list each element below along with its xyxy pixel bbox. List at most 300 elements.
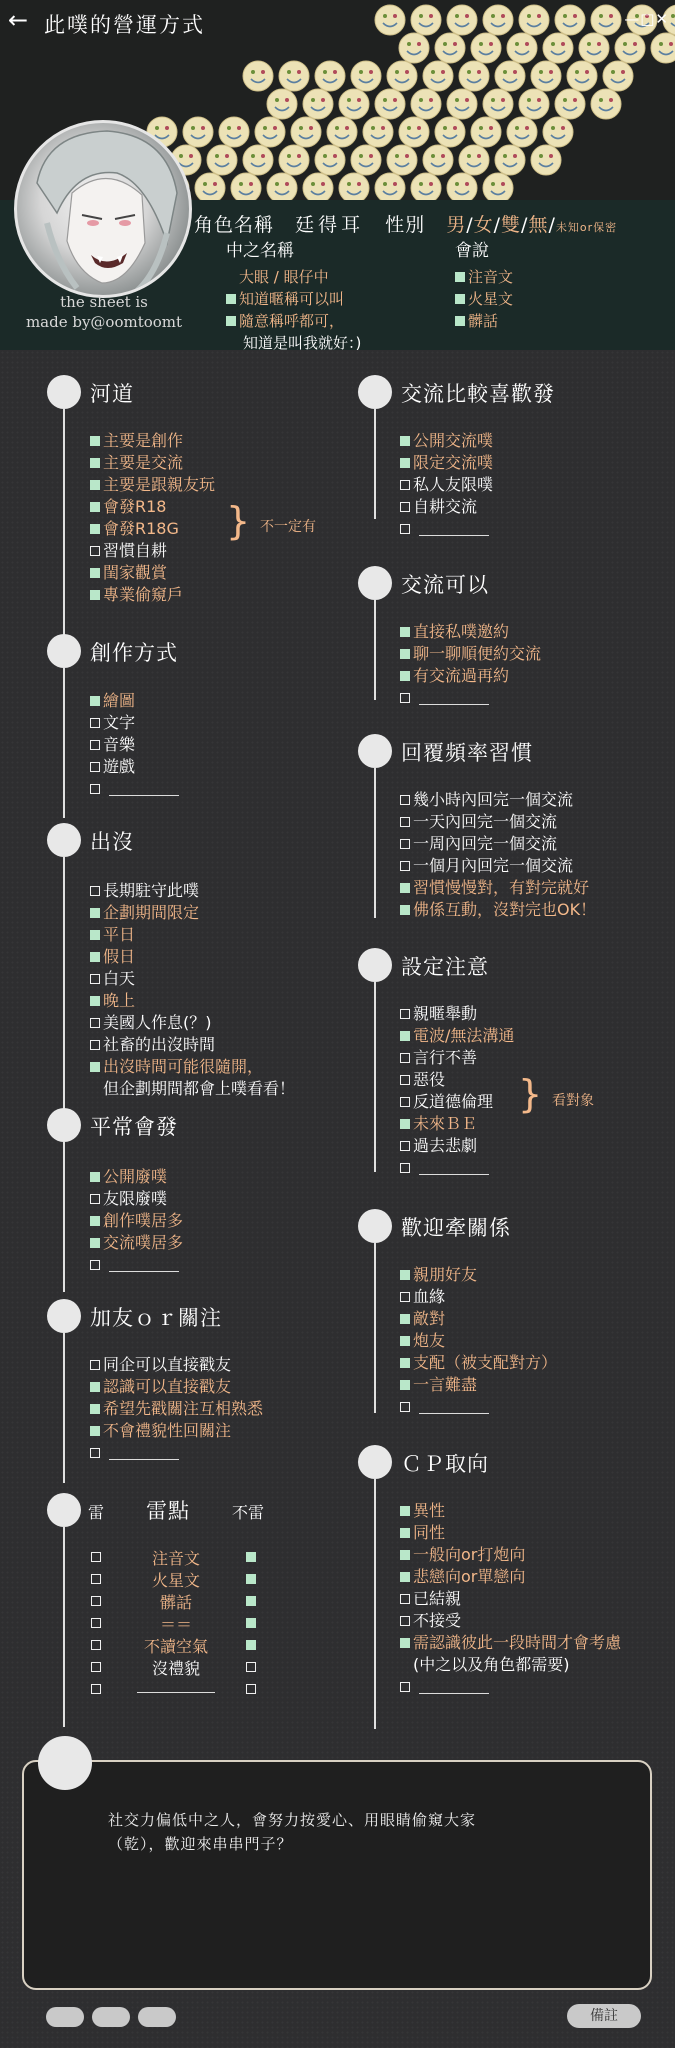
checkbox-item[interactable]: [90, 946, 135, 968]
smiley-icon: [519, 89, 549, 119]
section-line: [63, 1333, 65, 1483]
unchecked-box-icon[interactable]: [400, 1292, 410, 1302]
checkbox-item[interactable]: [90, 1166, 167, 1188]
unchecked-box-icon[interactable]: [226, 272, 236, 282]
blank-line: [419, 692, 489, 705]
unchecked-box-icon[interactable]: [400, 502, 410, 512]
gender-option[interactable]: 無: [528, 214, 549, 236]
checkbox-label: 需認識彼此一段時間才會考慮: [413, 1633, 622, 1652]
checkbox-item[interactable]: [90, 734, 135, 756]
checked-box-icon[interactable]: [90, 1172, 100, 1182]
checked-box-icon[interactable]: [400, 1638, 410, 1648]
checked-box-icon[interactable]: [400, 1528, 410, 1538]
checkbox-item[interactable]: [90, 690, 135, 712]
unchecked-box-icon[interactable]: [90, 784, 100, 794]
credit-line-1: the sheet is: [60, 293, 148, 311]
smiley-icon: [279, 145, 309, 175]
checkbox-label: 髒話: [468, 312, 499, 330]
checkbox-label: 未來ＢＥ: [413, 1114, 478, 1133]
checkbox-item[interactable]: [400, 1544, 525, 1566]
gender-option[interactable]: 男: [446, 214, 467, 236]
checkbox-item[interactable]: [400, 1632, 621, 1654]
checkbox-item[interactable]: [90, 1188, 167, 1210]
app-title: 此噗的營運方式: [44, 13, 205, 37]
checkbox-item[interactable]: [400, 855, 573, 877]
checkbox-label: 主要是跟親友玩: [103, 475, 216, 494]
checkbox-item[interactable]: [226, 288, 344, 310]
checkbox-label: 交流噗居多: [103, 1233, 184, 1252]
footer-pill-1[interactable]: [46, 2007, 84, 2027]
checkbox-item[interactable]: [90, 562, 167, 584]
checkbox-item[interactable]: [90, 902, 199, 924]
checkbox-label: 隨意稱呼都可，: [239, 312, 345, 330]
checkbox-item[interactable]: [400, 518, 489, 540]
checked-box-icon[interactable]: [226, 316, 236, 326]
section-bullet-icon: [358, 734, 392, 768]
smiley-icon: [483, 89, 513, 119]
section-bullet-icon: [358, 566, 392, 600]
checkbox-item[interactable]: [400, 665, 509, 687]
smiley-icon: [375, 89, 405, 119]
section-bullet-icon: [358, 1445, 392, 1479]
checkbox-item[interactable]: [90, 1420, 231, 1442]
blank-line: [109, 783, 179, 796]
checkbox-item[interactable]: [400, 1069, 445, 1091]
checked-box-icon[interactable]: [90, 930, 100, 940]
checkbox-item[interactable]: [226, 310, 344, 332]
blank-line: [109, 1447, 179, 1460]
checkbox-item[interactable]: [90, 452, 183, 474]
checkbox-item[interactable]: [455, 310, 498, 332]
unchecked-box-icon[interactable]: [400, 1009, 410, 1019]
smiley-icon: [387, 145, 417, 175]
checkbox-label: (中之以及角色都需要): [413, 1655, 570, 1674]
section-title: 回覆頻率習慣: [401, 741, 533, 765]
section-bullet-icon: [47, 1108, 81, 1142]
section-bullet-icon: [47, 375, 81, 409]
mine-row-label: [116, 1678, 236, 1697]
checkbox-item[interactable]: [400, 1025, 514, 1047]
checked-box-icon[interactable]: [90, 480, 100, 490]
gender-extra[interactable]: 未知or保密: [555, 221, 618, 234]
brace-note: 看對象: [552, 1093, 594, 1109]
unchecked-box-icon[interactable]: [90, 1360, 100, 1370]
checkbox-item[interactable]: [90, 968, 135, 990]
smiley-icon: [243, 61, 273, 91]
checked-box-icon[interactable]: [400, 1358, 410, 1368]
checked-box-icon[interactable]: [400, 649, 410, 659]
section-line: [374, 409, 376, 519]
character-portrait-icon: [17, 123, 189, 295]
checkbox-label: 已結親: [413, 1589, 462, 1608]
smiley-icon: [471, 117, 501, 147]
checked-box-icon[interactable]: [90, 524, 100, 534]
checkbox-item[interactable]: [90, 1034, 215, 1056]
mine-row-label: 注音文: [151, 1549, 200, 1568]
checkbox-item[interactable]: [90, 430, 183, 452]
unchecked-box-icon[interactable]: [400, 1402, 410, 1412]
unchecked-box-icon[interactable]: [400, 817, 410, 827]
checkbox-item[interactable]: [400, 877, 589, 899]
unchecked-box-icon[interactable]: [90, 1018, 100, 1028]
section-bullet-icon: [358, 948, 392, 982]
checked-box-icon[interactable]: [400, 627, 410, 637]
checkbox-label: 聊一聊順便約交流: [413, 644, 542, 663]
checkbox-label: 血緣: [413, 1287, 446, 1306]
smiley-icon: [207, 145, 237, 175]
checkbox-item[interactable]: [400, 833, 557, 855]
checked-box-icon[interactable]: [400, 1119, 410, 1129]
smiley-icon: [339, 173, 369, 200]
unchecked-box-icon[interactable]: [400, 1053, 410, 1063]
checked-box-icon[interactable]: [90, 1216, 100, 1226]
checkbox-label: 專業偷窺戶: [103, 585, 184, 604]
checked-box-icon[interactable]: [226, 294, 236, 304]
safe-checkbox[interactable]: [246, 1552, 256, 1562]
section-line: [63, 668, 65, 818]
checked-box-icon[interactable]: [90, 1062, 100, 1072]
smiley-icon: [507, 117, 537, 147]
smiley-icon: [459, 145, 489, 175]
checkbox-item[interactable]: [90, 1012, 212, 1034]
checkbox-label: 異性: [413, 1501, 446, 1520]
checkbox-item[interactable]: [90, 1254, 179, 1276]
checkbox-label: 反道德倫理: [413, 1092, 494, 1111]
checked-box-icon[interactable]: [400, 1572, 410, 1582]
checkbox-label: 平日: [103, 925, 136, 944]
remark-button[interactable]: 備註: [567, 2004, 641, 2028]
checked-box-icon[interactable]: [90, 568, 100, 578]
unchecked-box-icon[interactable]: [400, 1163, 410, 1173]
smiley-icon: [267, 173, 297, 200]
smiley-icon: [267, 89, 297, 119]
checkbox-item[interactable]: [90, 1210, 183, 1232]
checkbox-label: 白天: [103, 969, 136, 988]
checked-box-icon[interactable]: [400, 1336, 410, 1346]
checked-box-icon[interactable]: [455, 294, 465, 304]
unchecked-box-icon[interactable]: [90, 1040, 100, 1050]
checked-box-icon[interactable]: [400, 905, 410, 915]
back-arrow-icon[interactable]: ←: [8, 6, 29, 34]
checkbox-label: 炮友: [413, 1331, 446, 1350]
checkbox-item[interactable]: [400, 1157, 489, 1179]
unchecked-box-icon[interactable]: [400, 839, 410, 849]
checkbox-item[interactable]: [400, 1610, 461, 1632]
checkbox-item[interactable]: [400, 687, 489, 709]
unchecked-box-icon[interactable]: [400, 795, 410, 805]
note-circle-icon: [38, 1736, 92, 1790]
smiley-icon: [399, 117, 429, 147]
note-line-2: （乾），歡迎來串串門子？: [108, 1835, 293, 1853]
checkbox-item[interactable]: [400, 1091, 493, 1113]
gender-separator: /: [548, 214, 556, 236]
checked-box-icon[interactable]: [90, 458, 100, 468]
checkbox-label: 悲戀向or單戀向: [413, 1567, 526, 1586]
checked-box-icon[interactable]: [90, 436, 100, 446]
checkbox-label: 注音文: [468, 268, 514, 286]
unchecked-box-icon[interactable]: [400, 1594, 410, 1604]
mine-checkbox[interactable]: [91, 1596, 101, 1606]
safe-checkbox[interactable]: [246, 1574, 256, 1584]
checkbox-label: 企劃期間限定: [103, 903, 200, 922]
checked-box-icon[interactable]: [455, 316, 465, 326]
checkbox-label: 親朋好友: [413, 1265, 478, 1284]
checked-box-icon[interactable]: [400, 1314, 410, 1324]
checked-box-icon[interactable]: [400, 458, 410, 468]
checkbox-item[interactable]: [90, 1232, 183, 1254]
gender-option[interactable]: 雙: [501, 214, 522, 236]
credit-line-2: made by@oomtoomt: [25, 313, 183, 331]
mine-checkbox[interactable]: [91, 1574, 101, 1584]
checkbox-label: 同性: [413, 1523, 446, 1542]
checked-box-icon[interactable]: [400, 436, 410, 446]
checkbox-item[interactable]: [90, 1056, 263, 1078]
checked-box-icon[interactable]: [400, 1270, 410, 1280]
unchecked-box-icon[interactable]: [90, 974, 100, 984]
section-line: [63, 1142, 65, 1292]
checkbox-item[interactable]: [400, 1374, 477, 1396]
checkbox-item[interactable]: [400, 1500, 445, 1522]
unchecked-box-icon[interactable]: [400, 861, 410, 871]
unchecked-box-icon[interactable]: [400, 1141, 410, 1151]
checkbox-label: 不會禮貌性回關注: [103, 1421, 232, 1440]
footer-pill-2[interactable]: [92, 2007, 130, 2027]
section-bullet-icon: [47, 1493, 81, 1527]
lang-title: 會說: [455, 241, 489, 261]
checkbox-item[interactable]: [90, 712, 135, 734]
smiley-icon: [291, 117, 321, 147]
safe-checkbox[interactable]: [246, 1684, 256, 1694]
unchecked-box-icon[interactable]: [90, 718, 100, 728]
smiley-icon: [339, 89, 369, 119]
unchecked-box-icon[interactable]: [90, 1448, 100, 1458]
checkbox-item[interactable]: [400, 1003, 477, 1025]
note-box: [22, 1760, 652, 1990]
checkbox-item[interactable]: [455, 288, 513, 310]
checked-box-icon[interactable]: [90, 996, 100, 1006]
checkbox-label: 晚上: [103, 991, 136, 1010]
checkbox-item[interactable]: [90, 518, 179, 540]
checkbox-item[interactable]: [400, 452, 493, 474]
checkbox-item[interactable]: [400, 1308, 445, 1330]
checkbox-item[interactable]: [400, 474, 493, 496]
checkbox-item[interactable]: [400, 1566, 525, 1588]
footer-pill-3[interactable]: [138, 2007, 176, 2027]
checkbox-label: 創作噗居多: [103, 1211, 184, 1230]
smiley-icon: [315, 145, 345, 175]
section-bullet-icon: [358, 1209, 392, 1243]
checkbox-item[interactable]: [400, 1588, 461, 1610]
checkbox-label: 習慣自耕: [103, 541, 168, 560]
checkbox-label: 幾小時內回完一個交流: [413, 790, 574, 809]
smiley-icon: [411, 89, 441, 119]
checkbox-item[interactable]: [90, 584, 183, 606]
mine-checkbox[interactable]: [91, 1618, 101, 1628]
checked-box-icon[interactable]: [90, 590, 100, 600]
checkbox-item[interactable]: [400, 1264, 477, 1286]
checkbox-item[interactable]: [230, 332, 361, 350]
checkbox-item[interactable]: [90, 778, 179, 800]
section-title: 歡迎牽關係: [401, 1216, 511, 1240]
checked-box-icon[interactable]: [90, 908, 100, 918]
section-bullet-icon: [47, 1299, 81, 1333]
checkbox-item[interactable]: [400, 1522, 445, 1544]
unchecked-box-icon[interactable]: [90, 1194, 100, 1204]
checked-box-icon[interactable]: [400, 1031, 410, 1041]
unchecked-box-icon[interactable]: [90, 762, 100, 772]
blank-line: [109, 1259, 179, 1272]
checked-box-icon[interactable]: [400, 1550, 410, 1560]
unchecked-box-icon[interactable]: [90, 546, 100, 556]
checkbox-item[interactable]: [400, 496, 477, 518]
checkbox-item[interactable]: [400, 621, 509, 643]
unchecked-box-icon[interactable]: [400, 480, 410, 490]
section-line: [374, 982, 376, 1172]
checkbox-item[interactable]: [90, 990, 135, 1012]
unchecked-box-icon[interactable]: [400, 693, 410, 703]
mine-row-label: 髒話: [159, 1593, 192, 1612]
checked-box-icon[interactable]: [400, 883, 410, 893]
checked-box-icon[interactable]: [90, 1426, 100, 1436]
checkbox-label: 公開交流噗: [413, 431, 494, 450]
checkbox-item[interactable]: [90, 496, 166, 518]
safe-checkbox[interactable]: [246, 1618, 256, 1628]
unchecked-box-icon[interactable]: [400, 1616, 410, 1626]
unchecked-box-icon[interactable]: [400, 1075, 410, 1085]
checked-box-icon[interactable]: [400, 671, 410, 681]
checkbox-item[interactable]: [400, 811, 557, 833]
checked-box-icon[interactable]: [90, 952, 100, 962]
section-line: [63, 1527, 65, 1727]
unchecked-box-icon[interactable]: [400, 524, 410, 534]
checkbox-item[interactable]: [90, 880, 199, 902]
section-title: 創作方式: [90, 641, 178, 665]
checkbox-label: 直接私噗邀約: [413, 622, 510, 641]
checkbox-item[interactable]: [400, 1135, 477, 1157]
checkbox-label: 希望先戳關注互相熟悉: [103, 1399, 264, 1418]
checkbox-label: 音樂: [103, 735, 136, 754]
checkbox-item[interactable]: [400, 1676, 489, 1698]
checkbox-item[interactable]: [90, 1078, 295, 1100]
unchecked-box-icon[interactable]: [90, 1260, 100, 1270]
smiley-icon: [279, 61, 309, 91]
checked-box-icon[interactable]: [90, 1382, 100, 1392]
checkbox-label: 出沒時間可能很隨開，: [103, 1057, 264, 1076]
smiley-icon: [495, 61, 525, 91]
checkbox-item[interactable]: [400, 1396, 489, 1418]
checkbox-item[interactable]: [400, 1047, 477, 1069]
checked-box-icon[interactable]: [400, 1380, 410, 1390]
unchecked-box-icon[interactable]: [400, 1682, 410, 1692]
smiley-icon: [195, 173, 225, 200]
checked-box-icon[interactable]: [455, 272, 465, 282]
checkbox-item[interactable]: [90, 1354, 231, 1376]
safe-checkbox[interactable]: [246, 1662, 256, 1672]
safe-checkbox[interactable]: [246, 1596, 256, 1606]
checked-box-icon[interactable]: [90, 1238, 100, 1248]
blank-line: [137, 1678, 215, 1693]
smiley-icon: [543, 117, 573, 147]
section-title: 交流可以: [401, 573, 489, 597]
mine-checkbox[interactable]: [91, 1640, 101, 1650]
smiley-icon: [447, 173, 477, 200]
checkbox-label: 支配（被支配對方）: [413, 1353, 558, 1372]
checkbox-label: 遊戲: [103, 757, 136, 776]
smiley-icon: [531, 61, 561, 91]
gender-options: [446, 214, 617, 236]
checkbox-item[interactable]: [90, 756, 135, 778]
checkbox-label: 知道是叫我就好：): [243, 334, 362, 350]
checkbox-item[interactable]: [90, 1376, 231, 1398]
smiley-icon: [423, 145, 453, 175]
checkbox-label: 社畜的出沒時間: [103, 1035, 216, 1054]
checkbox-item[interactable]: [90, 1442, 179, 1464]
checkbox-item[interactable]: [400, 1113, 477, 1135]
checked-box-icon[interactable]: [400, 1506, 410, 1516]
window-controls[interactable]: —□✕: [624, 10, 669, 28]
safe-checkbox[interactable]: [246, 1640, 256, 1650]
alias-title: 中之名稱: [226, 241, 294, 261]
brace-note: 不一定有: [260, 519, 316, 535]
checkbox-label: 認識可以直接戳友: [103, 1377, 232, 1396]
safe-column-header: 不雷: [232, 1503, 265, 1522]
unchecked-box-icon[interactable]: [400, 1097, 410, 1107]
checkbox-label: 假日: [103, 947, 136, 966]
checkbox-label: 一言難盡: [413, 1375, 478, 1394]
checkbox-item[interactable]: [400, 1330, 445, 1352]
smiley-icon: [459, 61, 489, 91]
checkbox-item[interactable]: [400, 430, 493, 452]
blank-line: [419, 1681, 489, 1694]
checked-box-icon[interactable]: [90, 502, 100, 512]
unchecked-box-icon[interactable]: [90, 886, 100, 896]
checkbox-label: 文字: [103, 713, 136, 732]
checkbox-label: 自耕交流: [413, 497, 478, 516]
checkbox-item[interactable]: [400, 1286, 445, 1308]
checked-box-icon[interactable]: [90, 696, 100, 706]
checkbox-label: 美國人作息(？): [103, 1013, 212, 1032]
checkbox-label: 公開廢噗: [103, 1167, 168, 1186]
checkbox-item[interactable]: [400, 643, 541, 665]
checkbox-item[interactable]: [90, 540, 167, 562]
role-line: [194, 210, 617, 237]
checkbox-label: 言行不善: [413, 1048, 478, 1067]
checkbox-label: 一個月內回完一個交流: [413, 856, 574, 875]
mine-checkbox[interactable]: [91, 1684, 101, 1694]
checkbox-item[interactable]: [400, 789, 573, 811]
checkbox-label: 同企可以直接戳友: [103, 1355, 232, 1374]
checked-box-icon[interactable]: [90, 1404, 100, 1414]
checkbox-item[interactable]: [90, 474, 215, 496]
checkbox-item[interactable]: [455, 266, 513, 288]
section-bullet-icon: [47, 634, 81, 668]
section-title: 交流比較喜歡發: [401, 382, 555, 406]
unchecked-box-icon[interactable]: [90, 740, 100, 750]
checkbox-item[interactable]: [400, 899, 596, 921]
checkbox-item[interactable]: [90, 1398, 263, 1420]
checkbox-item[interactable]: [400, 1352, 557, 1374]
mine-checkbox[interactable]: [91, 1662, 101, 1672]
checkbox-item[interactable]: [400, 1654, 570, 1676]
gender-separator: /: [493, 214, 502, 236]
gender-option[interactable]: 女: [473, 214, 494, 236]
checkbox-item[interactable]: [90, 924, 135, 946]
mine-checkbox[interactable]: [91, 1552, 101, 1562]
smiley-icon: [495, 145, 525, 175]
smiley-icon: [351, 61, 381, 91]
checkbox-item[interactable]: [226, 266, 329, 288]
smiley-icon: [483, 173, 513, 200]
